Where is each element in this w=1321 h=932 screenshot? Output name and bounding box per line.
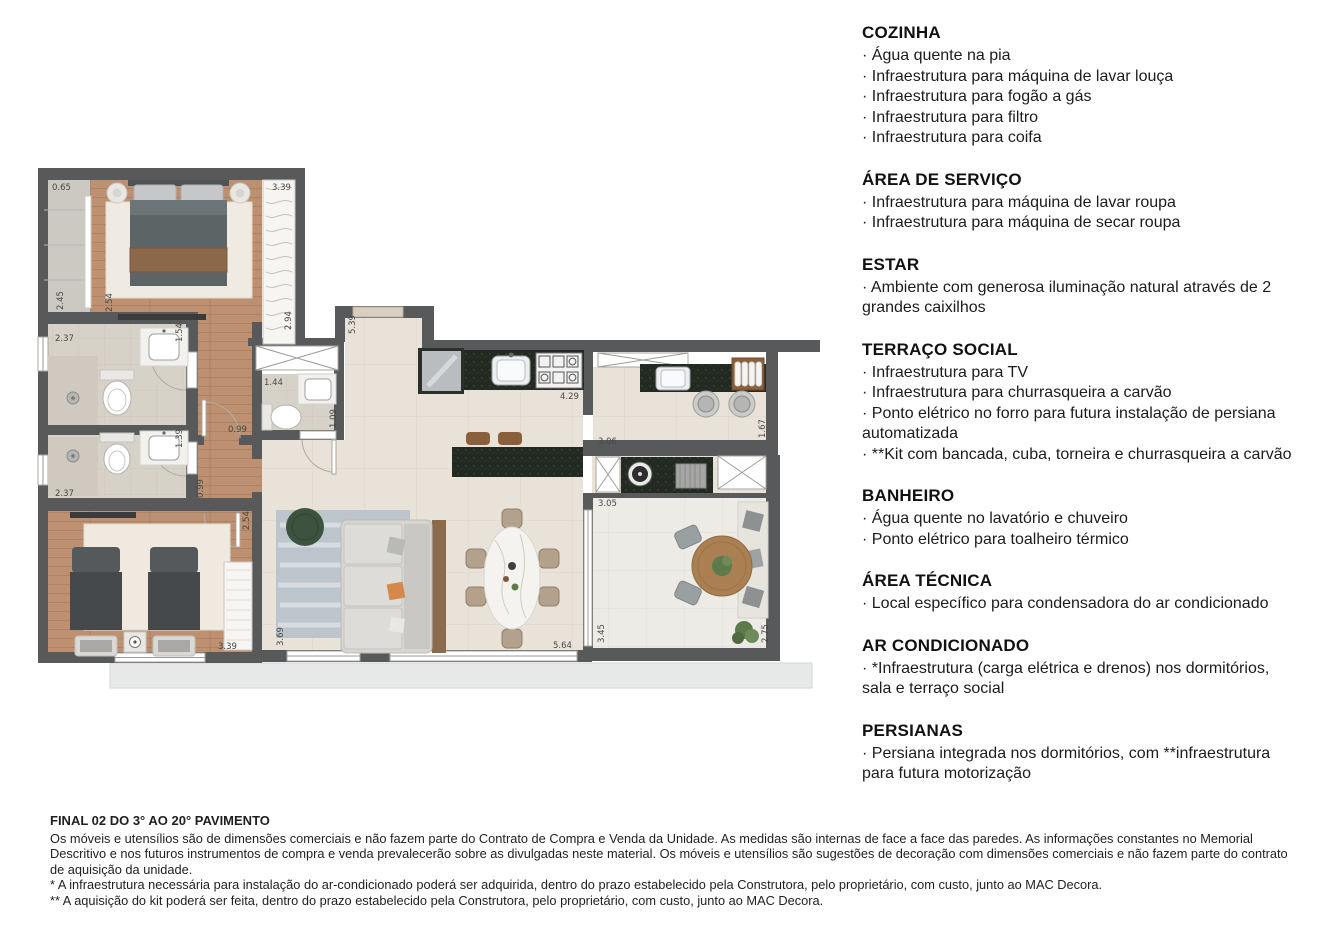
master-desk [118, 314, 206, 320]
feature-item: · Ponto elétrico para toalheiro térmico [862, 530, 1129, 548]
section-title: AR CONDICIONADO [862, 635, 1030, 655]
single-bed [70, 547, 122, 656]
bedroom2-tv [70, 512, 136, 518]
dimension-label: 3.39 [272, 183, 291, 193]
footer-line: Os móveis e utensílios são de dimensões comerciais e não fazem parte do Contrato de Compra e Venda da Unidade. As medidas são internas de face a face das paredes. As informações constantes no Memorial Descritivo e nos futuros instrumentos de compra e venda prevalecerão sobre as divulgadas neste material. Os móveis e utensílios são sugestões de decoração com dimensões comerciais e não fazem parte do contrato de aquisição da unidade. [50, 830, 1288, 877]
sofa [341, 520, 446, 653]
sofa-console [432, 520, 446, 653]
feature-section [862, 254, 1298, 319]
towel-shelf [732, 358, 764, 390]
dining-chair [502, 629, 522, 648]
feature-item: · Infraestrutura para fogão a gás [862, 88, 1092, 105]
dimension-label: 3.45 [597, 624, 607, 643]
dimension-label: 2.45 [56, 291, 66, 310]
unit-title: FINAL 02 DO 3° AO 20° PAVIMENTO [50, 813, 270, 828]
footer-line: * A infraestrutura necessária para instalação do ar-condicionado poderá ser adquirida, dentro do prazo estabelecido pela Construtora, pelo proprietário, com custo, junto ao MAC Decora. [50, 877, 1103, 892]
dimension-label: 5.64 [553, 641, 572, 651]
feature-section [862, 22, 1298, 149]
feature-item: · **Kit com bancada, cuba, torneira e churrasqueira a carvão [862, 445, 1292, 463]
dimension-label: 5.39 [348, 315, 358, 334]
dimension-label: 0.65 [52, 183, 71, 193]
single-bed [148, 547, 200, 656]
window [38, 455, 48, 485]
dimension-label: 3.39 [218, 642, 237, 652]
dimension-label: 0.99 [196, 479, 206, 498]
section-title: COZINHA [862, 23, 941, 42]
stool [466, 432, 490, 445]
feature-item: · Infraestrutura para máquina de lavar louça [862, 67, 1174, 85]
dining-chair [539, 549, 559, 568]
dining-table [484, 527, 540, 629]
feature-item: · Infraestrutura para coifa [862, 129, 1042, 146]
feature-item: · Infraestrutura para máquina de lavar roupa [862, 193, 1176, 211]
outside-ledge [110, 663, 812, 688]
technical-window [718, 456, 766, 489]
kitchen-counter [464, 350, 584, 390]
feature-section [862, 485, 1298, 550]
stool [498, 432, 522, 445]
closet-floor [44, 180, 90, 316]
dimension-label: 0.99 [228, 425, 247, 435]
dimension-label: 1.67 [758, 419, 768, 438]
feature-section [862, 339, 1298, 466]
bedroom2-wardrobe [224, 562, 252, 650]
feature-item: · *Infraestrutura (carga elétrica e drenos) nos dormitórios, sala e terraço social [862, 659, 1270, 697]
fridge [418, 348, 464, 394]
dimension-label: 2.94 [284, 311, 294, 330]
feature-item: · Ponto elétrico no forro para futura instalação de persiana automatizada [862, 404, 1276, 442]
nightstand [107, 183, 127, 203]
feature-section [862, 720, 1298, 785]
bedroom2-nightstand [124, 632, 146, 652]
dimension-label: 1.39 [175, 429, 185, 448]
pouf [286, 508, 324, 546]
feature-item: · Água quente na pia [862, 47, 1011, 64]
feature-item: · Infraestrutura para TV [862, 363, 1028, 381]
dimension-label: 3.69 [276, 627, 286, 646]
section-title: PERSIANAS [862, 720, 963, 740]
shaft-box [596, 457, 620, 492]
dining-chair [466, 587, 486, 606]
terrace-glass-door [584, 510, 592, 646]
feature-item: · Ambiente com generosa iluminação natural através de 2 grandes caixilhos [862, 278, 1272, 316]
feature-item: · Água quente no lavatório e chuveiro [862, 510, 1128, 527]
footer-disclaimer [50, 813, 1302, 908]
footer-lines [50, 831, 1302, 909]
section-title: ÁREA DE SERVIÇO [862, 169, 1022, 189]
feature-item: · Local específico para condensadora do ar condicionado [862, 595, 1269, 612]
feature-section [862, 570, 1298, 615]
dimension-label: 2.75 [761, 624, 771, 643]
features-panel [862, 22, 1298, 805]
feature-item: · Infraestrutura para churrasqueira a carvão [862, 384, 1172, 401]
section-title: BANHEIRO [862, 486, 955, 505]
dining-chair [466, 549, 486, 568]
dimension-label: 4.29 [560, 392, 579, 402]
window [38, 337, 48, 371]
feature-section [862, 635, 1298, 700]
hall-closet [256, 346, 338, 370]
feature-item: · Persiana integrada nos dormitórios, com **infraestrutura para futura motorização [862, 744, 1271, 782]
dining-chair [502, 509, 522, 528]
dimension-label: 3.05 [598, 499, 617, 509]
footer-line: ** A aquisição do kit poderá ser feita, dentro do prazo estabelecido pela Construtora, pelo proprietário, com custo, junto ao MAC Decora. [50, 892, 824, 908]
dimension-label: 2.54 [242, 511, 252, 530]
washer [693, 391, 719, 417]
barbecue-counter [621, 457, 713, 493]
feature-item: · Infraestrutura para máquina de secar roupa [862, 214, 1181, 231]
entry-door [353, 307, 403, 317]
feature-section [862, 169, 1298, 234]
dimension-label: 2.37 [55, 489, 74, 499]
dimension-label: 3.06 [598, 437, 617, 447]
feature-item: · Infraestrutura para filtro [862, 108, 1039, 126]
stove [536, 353, 582, 388]
section-title: ESTAR [862, 254, 920, 274]
nightstand [230, 183, 250, 203]
section-title: ÁREA TÉCNICA [862, 571, 993, 590]
dimension-label: 2.37 [55, 334, 74, 344]
orange-pillow [387, 582, 406, 601]
dryer [729, 391, 755, 417]
dining-chair [539, 587, 559, 606]
dimension-label: 1.44 [264, 378, 283, 388]
section-title: TERRAÇO SOCIAL [862, 339, 1018, 359]
dimension-label: 2.54 [105, 293, 115, 312]
dimension-label: 1.54 [175, 323, 185, 342]
dimension-label: 1.09 [329, 409, 339, 428]
